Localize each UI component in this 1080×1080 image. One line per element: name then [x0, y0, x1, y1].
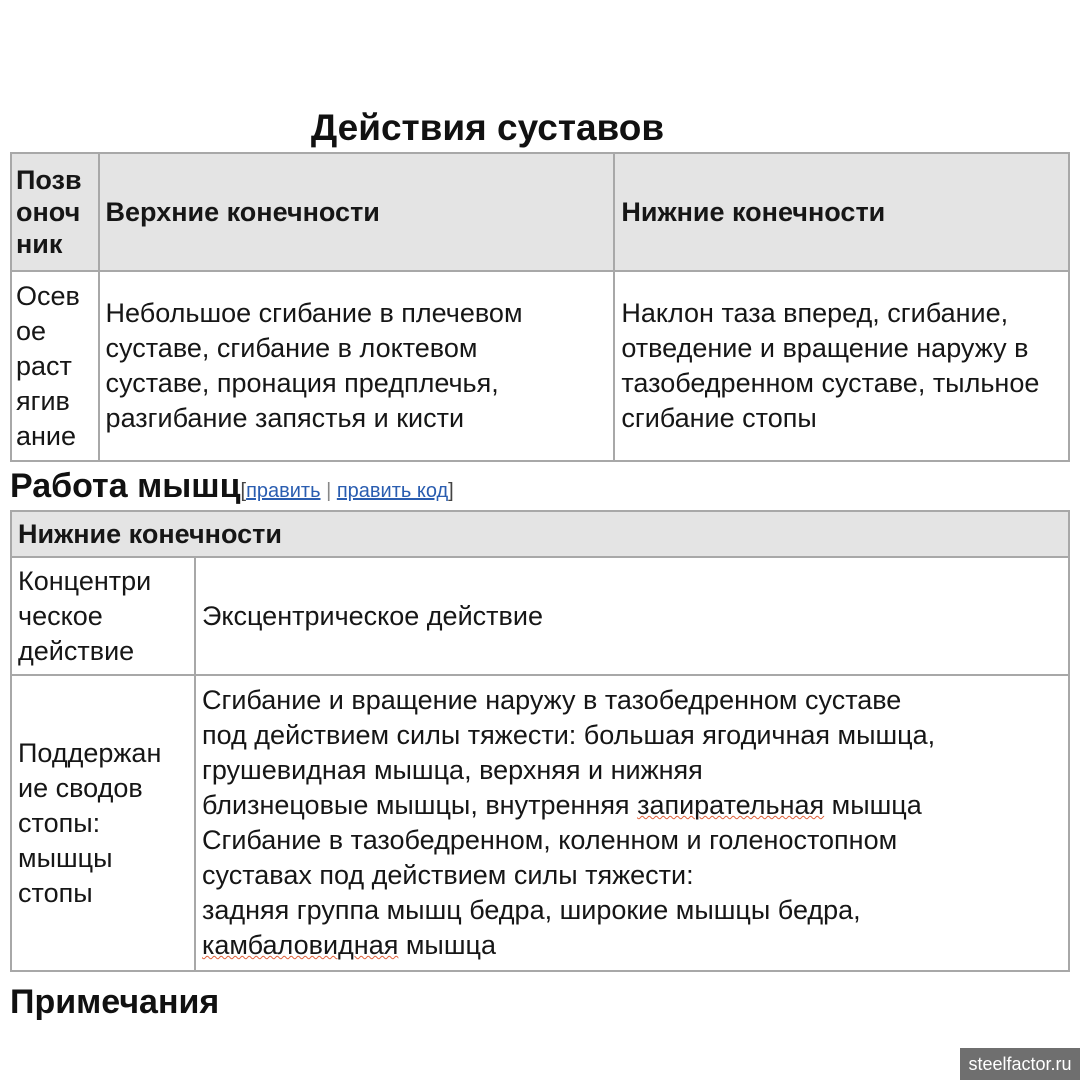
header-spine: Позв оноч ник	[11, 153, 99, 271]
joint-table-header-row	[11, 153, 1069, 271]
next-section-heading-cut	[10, 976, 220, 1021]
joint-actions-title: Действия суставов	[310, 107, 665, 148]
description-line: задняя группа мышц бедра, широкие мышцы бедра,	[202, 895, 861, 925]
joint-table-row	[11, 271, 1069, 461]
edit-link[interactable]: править	[246, 480, 321, 502]
edit-code-link[interactable]: править код	[336, 480, 449, 502]
muscle-work-heading-text: Работа мышц	[10, 467, 241, 505]
spellcheck-word: запирательная	[637, 790, 825, 820]
spellcheck-word: камбаловидная	[202, 930, 399, 960]
muscle-table-row	[11, 675, 1069, 971]
edit-bracket-open: [	[240, 480, 247, 502]
muscle-work-table	[10, 510, 1070, 972]
description-text: близнецовые мышцы, внутренняя	[202, 790, 638, 820]
description-line: суставах под действием силы тяжести:	[202, 860, 694, 890]
description-text: мышца	[824, 790, 922, 820]
watermark: steelfactor.ru	[960, 1048, 1080, 1080]
description-line: Сгибание и вращение наружу в тазобедренном суставе	[202, 685, 902, 715]
cell-lower-limbs-action: Наклон таза вперед, сгибание, отведение и вращение наружу в тазобедренном суставе, тыльное сгибание стопы	[614, 271, 1069, 461]
description-line: грушевидная мышца, верхняя и нижняя	[202, 755, 703, 785]
edit-bracket-close: ]	[448, 480, 454, 502]
description-line: Сгибание в тазобедренном, коленном и голеностопном	[202, 825, 898, 855]
cell-upper-limbs-action: Небольшое сгибание в плечевом суставе, сгибание в локтевом суставе, пронация предплечья, разгибание запястья и кисти	[99, 271, 615, 461]
cell-eccentric-action: Эксцентрическое действие	[195, 557, 1069, 675]
cell-muscle-description	[195, 675, 1069, 971]
edit-separator: |	[320, 480, 337, 502]
next-section-heading: Примечания	[10, 983, 220, 1021]
description-text: мышца	[398, 930, 496, 960]
cell-concentric-action: Концентри ческое действие	[11, 557, 195, 675]
cell-arch-support: Поддержан ие сводов стопы: мышцы стопы	[11, 675, 195, 971]
header-upper-limbs: Верхние конечности	[99, 153, 615, 271]
edit-links	[241, 480, 454, 502]
cell-spine-action: Осев ое раст ягив ание	[11, 271, 99, 461]
description-line	[202, 928, 1062, 963]
muscle-table-row	[11, 557, 1069, 675]
header-lower-limbs-muscles: Нижние конечности	[11, 511, 1069, 557]
muscle-work-heading	[10, 462, 454, 515]
header-lower-limbs: Нижние конечности	[614, 153, 1069, 271]
description-line	[202, 788, 1062, 823]
joint-actions-table	[10, 152, 1070, 462]
muscle-table-header-row	[11, 511, 1069, 557]
description-line: под действием силы тяжести: большая ягодичная мышца,	[202, 720, 936, 750]
